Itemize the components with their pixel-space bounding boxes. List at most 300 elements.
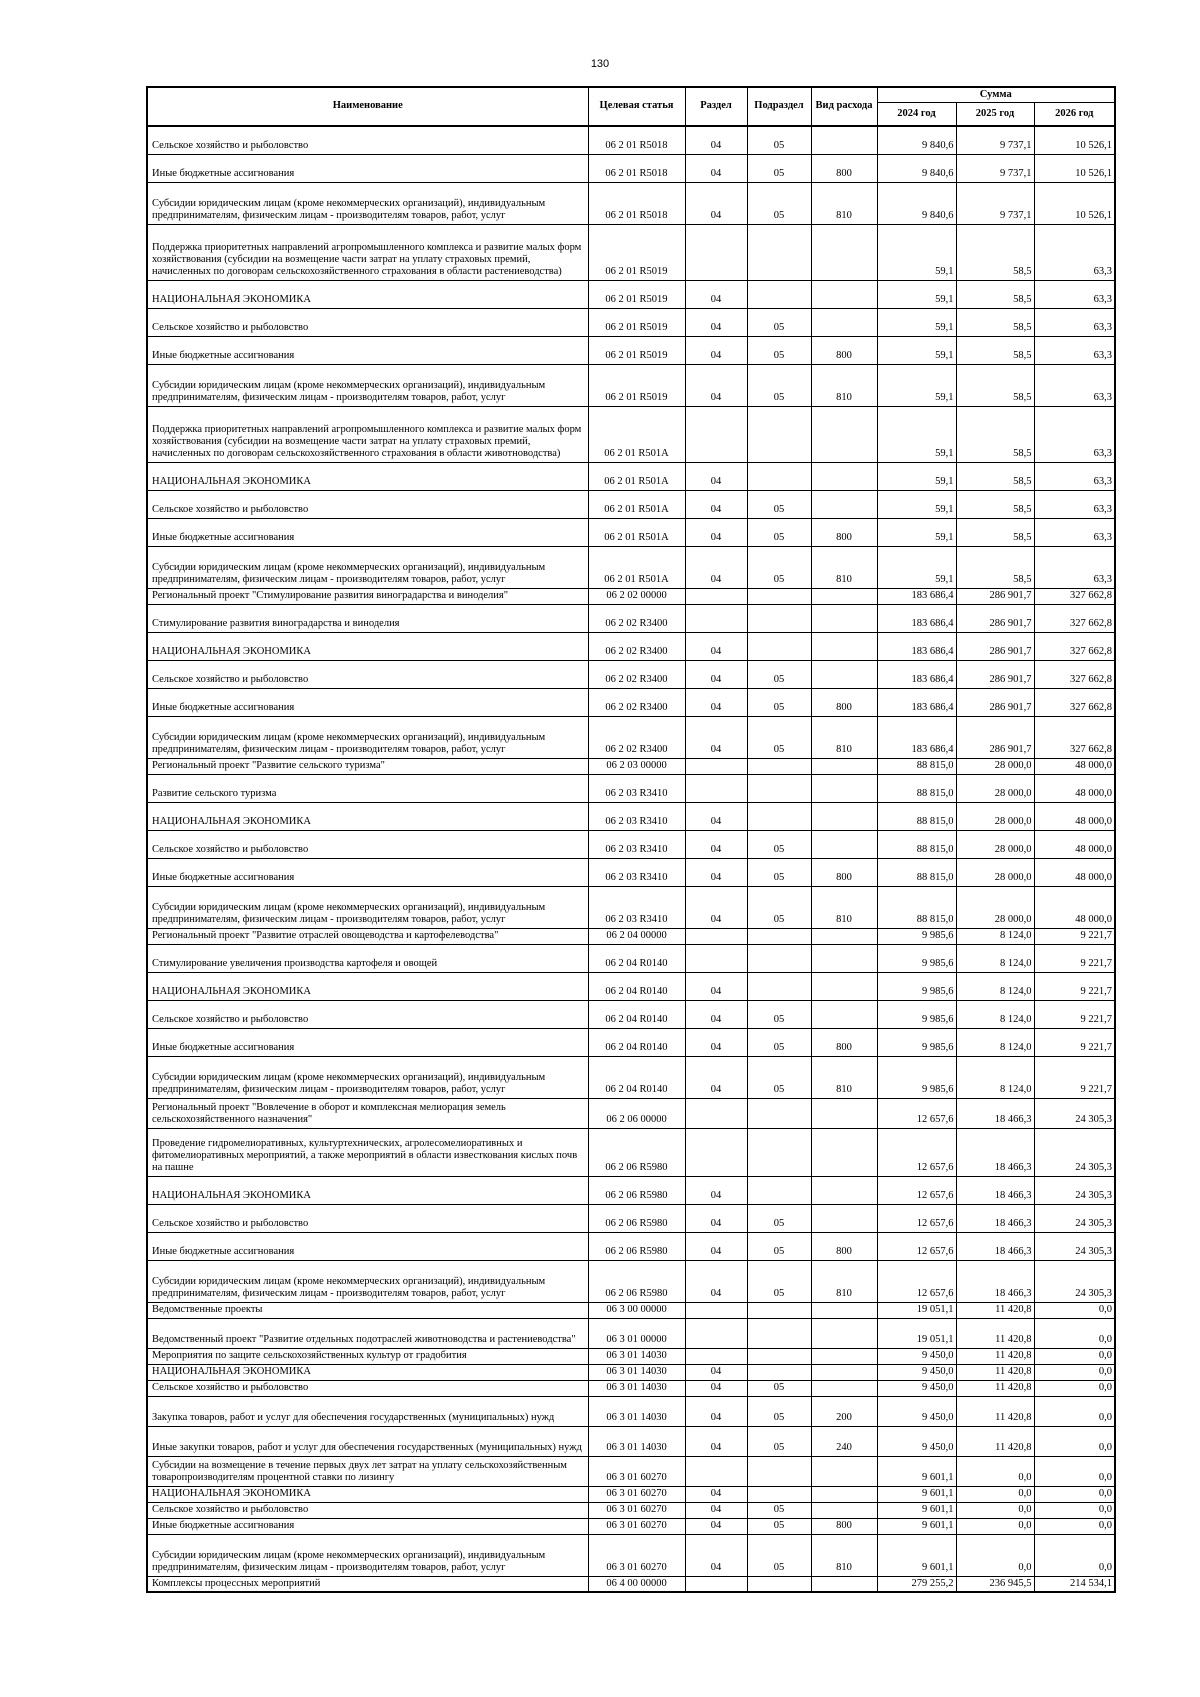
table-row [147,1056,1115,1098]
row-target: 06 2 02 00000 [588,588,685,604]
row-sum-2025: 28 000,0 [956,802,1034,830]
row-section: 04 [685,632,747,660]
row-name: Субсидии юридическим лицам (кроме некоммерческих организаций), индивидуальным предпринимателям, физическим лицам - производителям товаров, работ, услуг [147,546,588,588]
row-expense-type: 810 [811,1056,877,1098]
table-row [147,830,1115,858]
row-expense-type [811,830,877,858]
row-sum-2026: 63,3 [1034,336,1115,364]
row-section: 04 [685,858,747,886]
table-row [147,1364,1115,1380]
row-expense-type [811,1128,877,1176]
row-section: 04 [685,716,747,758]
table-row [147,280,1115,308]
row-name: Иные бюджетные ассигнования [147,518,588,546]
row-subsection [747,604,811,632]
row-expense-type [811,588,877,604]
row-sum-2026: 0,0 [1034,1318,1115,1348]
row-expense-type [811,1000,877,1028]
row-expense-type [811,758,877,774]
row-sum-2025: 58,5 [956,406,1034,462]
row-target: 06 3 01 14030 [588,1426,685,1456]
row-sum-2024: 9 450,0 [877,1364,956,1380]
row-target: 06 2 04 R0140 [588,1028,685,1056]
row-section: 04 [685,1502,747,1518]
table-row [147,1098,1115,1128]
row-subsection [747,758,811,774]
row-section: 04 [685,154,747,182]
row-subsection [747,632,811,660]
row-sum-2024: 59,1 [877,490,956,518]
row-sum-2026: 0,0 [1034,1302,1115,1318]
row-target: 06 3 00 00000 [588,1302,685,1318]
row-target: 06 2 01 R5018 [588,154,685,182]
col-header-subsection: Подраздел [747,87,811,126]
row-section: 04 [685,1232,747,1260]
row-expense-type: 240 [811,1426,877,1456]
row-target: 06 2 04 00000 [588,928,685,944]
row-section: 04 [685,462,747,490]
row-section [685,928,747,944]
row-target: 06 3 01 60270 [588,1502,685,1518]
row-sum-2024: 183 686,4 [877,716,956,758]
row-expense-type: 810 [811,1534,877,1576]
row-sum-2025: 18 466,3 [956,1176,1034,1204]
row-target: 06 3 01 60270 [588,1486,685,1502]
row-name: Сельское хозяйство и рыболовство [147,126,588,154]
row-target: 06 2 04 R0140 [588,1056,685,1098]
row-sum-2026: 63,3 [1034,546,1115,588]
row-name: Иные бюджетные ассигнования [147,1518,588,1534]
row-sum-2025: 28 000,0 [956,774,1034,802]
row-sum-2025: 11 420,8 [956,1380,1034,1396]
row-subsection: 05 [747,1260,811,1302]
row-sum-2024: 9 601,1 [877,1534,956,1576]
row-sum-2024: 59,1 [877,280,956,308]
row-sum-2025: 286 901,7 [956,716,1034,758]
col-header-target: Целевая статья [588,87,685,126]
table-row [147,182,1115,224]
row-sum-2024: 59,1 [877,406,956,462]
row-name: Иные бюджетные ассигнования [147,858,588,886]
row-target: 06 2 01 R5019 [588,336,685,364]
row-name: Сельское хозяйство и рыболовство [147,490,588,518]
row-sum-2024: 9 840,6 [877,154,956,182]
row-section: 04 [685,546,747,588]
row-sum-2025: 18 466,3 [956,1260,1034,1302]
row-name: Развитие сельского туризма [147,774,588,802]
row-sum-2025: 286 901,7 [956,588,1034,604]
row-name: Иные бюджетные ассигнования [147,688,588,716]
row-sum-2026: 327 662,8 [1034,604,1115,632]
row-name: НАЦИОНАЛЬНАЯ ЭКОНОМИКА [147,972,588,1000]
row-target: 06 2 04 R0140 [588,944,685,972]
table-row [147,886,1115,928]
row-sum-2025: 8 124,0 [956,1000,1034,1028]
row-subsection [747,944,811,972]
row-name: Региональный проект "Развитие сельского туризма" [147,758,588,774]
row-subsection: 05 [747,1426,811,1456]
row-sum-2025: 8 124,0 [956,1028,1034,1056]
row-expense-type: 800 [811,336,877,364]
row-sum-2026: 63,3 [1034,308,1115,336]
row-target: 06 2 04 R0140 [588,972,685,1000]
row-name: Иные бюджетные ассигнования [147,154,588,182]
row-section [685,406,747,462]
row-expense-type [811,406,877,462]
row-expense-type: 810 [811,886,877,928]
table-row [147,518,1115,546]
row-section [685,1576,747,1592]
table-row [147,1128,1115,1176]
row-sum-2024: 88 815,0 [877,774,956,802]
row-expense-type: 810 [811,546,877,588]
row-sum-2026: 63,3 [1034,490,1115,518]
row-subsection: 05 [747,660,811,688]
row-sum-2026: 10 526,1 [1034,182,1115,224]
row-sum-2025: 0,0 [956,1456,1034,1486]
row-sum-2024: 19 051,1 [877,1302,956,1318]
table-row [147,406,1115,462]
row-section: 04 [685,280,747,308]
table-row [147,604,1115,632]
row-sum-2025: 8 124,0 [956,944,1034,972]
row-sum-2024: 88 815,0 [877,886,956,928]
row-sum-2026: 0,0 [1034,1518,1115,1534]
row-section: 04 [685,660,747,688]
row-sum-2026: 10 526,1 [1034,154,1115,182]
table-row [147,546,1115,588]
row-target: 06 2 06 R5980 [588,1176,685,1204]
row-sum-2025: 286 901,7 [956,688,1034,716]
row-target: 06 2 06 R5980 [588,1232,685,1260]
table-row [147,1396,1115,1426]
col-header-name: Наименование [147,87,588,126]
row-sum-2024: 9 985,6 [877,1028,956,1056]
row-section [685,1098,747,1128]
row-name: Сельское хозяйство и рыболовство [147,1204,588,1232]
row-subsection [747,588,811,604]
row-expense-type: 810 [811,364,877,406]
row-sum-2025: 11 420,8 [956,1396,1034,1426]
row-name: Ведомственные проекты [147,1302,588,1318]
row-sum-2026: 63,3 [1034,364,1115,406]
row-expense-type [811,1486,877,1502]
row-name: Иные закупки товаров, работ и услуг для обеспечения государственных (муниципальных) нужд [147,1426,588,1456]
table-row [147,126,1115,154]
row-expense-type: 800 [811,1518,877,1534]
table-row [147,688,1115,716]
row-target: 06 3 01 14030 [588,1380,685,1396]
row-subsection [747,1318,811,1348]
table-row [147,758,1115,774]
row-subsection: 05 [747,308,811,336]
row-subsection: 05 [747,1396,811,1426]
row-sum-2025: 286 901,7 [956,660,1034,688]
table-row [147,1534,1115,1576]
row-sum-2025: 58,5 [956,336,1034,364]
row-expense-type [811,1302,877,1318]
row-target: 06 2 02 R3400 [588,688,685,716]
row-name: Сельское хозяйство и рыболовство [147,1502,588,1518]
table-row [147,154,1115,182]
row-sum-2026: 0,0 [1034,1380,1115,1396]
row-expense-type [811,1576,877,1592]
row-subsection [747,224,811,280]
row-sum-2025: 58,5 [956,518,1034,546]
row-expense-type: 810 [811,182,877,224]
row-subsection: 05 [747,1204,811,1232]
row-target: 06 2 06 R5980 [588,1204,685,1232]
row-name: Сельское хозяйство и рыболовство [147,830,588,858]
row-sum-2025: 28 000,0 [956,858,1034,886]
row-section: 04 [685,1486,747,1502]
row-sum-2025: 58,5 [956,280,1034,308]
row-target: 06 2 02 R3400 [588,632,685,660]
row-sum-2026: 10 526,1 [1034,126,1115,154]
row-sum-2024: 9 601,1 [877,1518,956,1534]
row-target: 06 2 06 00000 [588,1098,685,1128]
row-sum-2024: 12 657,6 [877,1260,956,1302]
table-row [147,802,1115,830]
row-name: НАЦИОНАЛЬНАЯ ЭКОНОМИКА [147,1364,588,1380]
table-row [147,1456,1115,1486]
row-sum-2026: 63,3 [1034,406,1115,462]
row-sum-2024: 12 657,6 [877,1204,956,1232]
row-sum-2026: 24 305,3 [1034,1260,1115,1302]
row-target: 06 2 01 R501A [588,462,685,490]
row-section: 04 [685,1000,747,1028]
row-section: 04 [685,1204,747,1232]
row-sum-2026: 9 221,7 [1034,1056,1115,1098]
row-sum-2025: 18 466,3 [956,1204,1034,1232]
row-section: 04 [685,802,747,830]
row-section: 04 [685,688,747,716]
row-expense-type: 810 [811,716,877,758]
row-sum-2024: 183 686,4 [877,660,956,688]
row-sum-2026: 24 305,3 [1034,1098,1115,1128]
row-sum-2025: 18 466,3 [956,1128,1034,1176]
row-expense-type: 200 [811,1396,877,1426]
row-sum-2025: 18 466,3 [956,1098,1034,1128]
row-sum-2025: 9 737,1 [956,126,1034,154]
row-sum-2026: 48 000,0 [1034,886,1115,928]
row-expense-type: 800 [811,1232,877,1260]
row-sum-2026: 0,0 [1034,1486,1115,1502]
row-name: Иные бюджетные ассигнования [147,1232,588,1260]
row-target: 06 2 02 R3400 [588,604,685,632]
table-row [147,716,1115,758]
row-expense-type [811,280,877,308]
row-sum-2025: 28 000,0 [956,830,1034,858]
row-sum-2026: 9 221,7 [1034,1000,1115,1028]
row-section: 04 [685,886,747,928]
row-sum-2024: 88 815,0 [877,830,956,858]
row-sum-2024: 88 815,0 [877,758,956,774]
row-sum-2025: 8 124,0 [956,928,1034,944]
table-row [147,1000,1115,1028]
row-name: Субсидии юридическим лицам (кроме некоммерческих организаций), индивидуальным предпринимателям, физическим лицам - производителям товаров, работ, услуг [147,1534,588,1576]
row-sum-2025: 0,0 [956,1486,1034,1502]
row-sum-2025: 58,5 [956,490,1034,518]
table-row [147,336,1115,364]
row-expense-type [811,972,877,1000]
row-sum-2026: 24 305,3 [1034,1204,1115,1232]
row-sum-2026: 48 000,0 [1034,830,1115,858]
row-sum-2024: 59,1 [877,546,956,588]
row-subsection: 05 [747,336,811,364]
row-expense-type [811,928,877,944]
row-sum-2024: 9 450,0 [877,1348,956,1364]
row-sum-2026: 0,0 [1034,1502,1115,1518]
row-sum-2024: 59,1 [877,518,956,546]
row-sum-2024: 12 657,6 [877,1176,956,1204]
row-expense-type [811,660,877,688]
row-name: Закупка товаров, работ и услуг для обеспечения государственных (муниципальных) нужд [147,1396,588,1426]
row-sum-2024: 9 840,6 [877,182,956,224]
row-name: Региональный проект "Вовлечение в оборот и комплексная мелиорация земель сельскохозяйственного назначения" [147,1098,588,1128]
col-header-sum: Сумма [877,87,1115,103]
row-sum-2024: 9 985,6 [877,928,956,944]
row-section: 04 [685,1534,747,1576]
row-subsection [747,1348,811,1364]
row-target: 06 2 01 R5019 [588,224,685,280]
table-row [147,1028,1115,1056]
row-target: 06 2 03 R3410 [588,858,685,886]
row-subsection: 05 [747,1534,811,1576]
row-subsection: 05 [747,364,811,406]
row-name: НАЦИОНАЛЬНАЯ ЭКОНОМИКА [147,1176,588,1204]
row-sum-2025: 8 124,0 [956,972,1034,1000]
row-sum-2026: 63,3 [1034,462,1115,490]
row-subsection [747,280,811,308]
row-name: Мероприятия по защите сельскохозяйственных культур от градобития [147,1348,588,1364]
row-subsection: 05 [747,182,811,224]
row-name: Субсидии юридическим лицам (кроме некоммерческих организаций), индивидуальным предпринимателям, физическим лицам - производителям товаров, работ, услуг [147,364,588,406]
row-subsection [747,1098,811,1128]
row-sum-2024: 12 657,6 [877,1098,956,1128]
row-expense-type [811,1364,877,1380]
row-sum-2026: 9 221,7 [1034,1028,1115,1056]
row-section [685,774,747,802]
table-row [147,1260,1115,1302]
row-section: 04 [685,364,747,406]
table-row [147,774,1115,802]
table-row [147,660,1115,688]
row-target: 06 2 02 R3400 [588,660,685,688]
row-name: Сельское хозяйство и рыболовство [147,660,588,688]
table-row [147,632,1115,660]
row-target: 06 3 01 14030 [588,1348,685,1364]
row-target: 06 2 04 R0140 [588,1000,685,1028]
row-sum-2025: 9 737,1 [956,154,1034,182]
row-expense-type: 800 [811,154,877,182]
table-row [147,1380,1115,1396]
row-subsection [747,802,811,830]
row-subsection [747,462,811,490]
row-section [685,1348,747,1364]
row-name: Сельское хозяйство и рыболовство [147,1380,588,1396]
row-sum-2024: 9 985,6 [877,944,956,972]
row-sum-2025: 286 901,7 [956,632,1034,660]
row-sum-2026: 9 221,7 [1034,928,1115,944]
row-subsection [747,774,811,802]
row-sum-2026: 327 662,8 [1034,660,1115,688]
row-subsection: 05 [747,1232,811,1260]
row-target: 06 2 03 R3410 [588,886,685,928]
row-expense-type: 800 [811,1028,877,1056]
row-expense-type [811,1380,877,1396]
row-sum-2026: 0,0 [1034,1534,1115,1576]
row-subsection: 05 [747,886,811,928]
row-section [685,224,747,280]
row-subsection: 05 [747,1502,811,1518]
row-section [685,588,747,604]
row-sum-2025: 11 420,8 [956,1348,1034,1364]
table-row [147,588,1115,604]
row-section: 04 [685,830,747,858]
row-expense-type [811,1098,877,1128]
row-sum-2026: 9 221,7 [1034,944,1115,972]
row-sum-2024: 279 255,2 [877,1576,956,1592]
row-sum-2026: 48 000,0 [1034,802,1115,830]
row-name: Сельское хозяйство и рыболовство [147,308,588,336]
row-name: НАЦИОНАЛЬНАЯ ЭКОНОМИКА [147,1486,588,1502]
row-sum-2024: 9 985,6 [877,1000,956,1028]
row-target: 06 2 03 R3410 [588,802,685,830]
table-row [147,1518,1115,1534]
row-expense-type [811,1176,877,1204]
row-sum-2026: 48 000,0 [1034,758,1115,774]
col-header-2026: 2026 год [1034,103,1115,127]
row-target: 06 3 01 60270 [588,1518,685,1534]
row-expense-type: 800 [811,518,877,546]
table-row [147,1232,1115,1260]
table-row [147,224,1115,280]
row-target: 06 2 01 R5019 [588,280,685,308]
row-sum-2026: 0,0 [1034,1396,1115,1426]
row-sum-2025: 28 000,0 [956,886,1034,928]
row-target: 06 2 02 R3400 [588,716,685,758]
row-sum-2026: 63,3 [1034,224,1115,280]
col-header-2025: 2025 год [956,103,1034,127]
row-subsection: 05 [747,1056,811,1098]
row-sum-2024: 9 985,6 [877,1056,956,1098]
row-target: 06 3 01 60270 [588,1534,685,1576]
table-row [147,944,1115,972]
table-body [147,126,1115,1592]
row-section: 04 [685,1396,747,1426]
table-row [147,928,1115,944]
row-sum-2024: 59,1 [877,364,956,406]
row-section: 04 [685,972,747,1000]
row-sum-2026: 24 305,3 [1034,1176,1115,1204]
row-sum-2025: 58,5 [956,462,1034,490]
row-sum-2025: 58,5 [956,364,1034,406]
row-sum-2025: 286 901,7 [956,604,1034,632]
row-subsection: 05 [747,858,811,886]
row-sum-2024: 59,1 [877,336,956,364]
row-expense-type [811,1318,877,1348]
row-sum-2025: 58,5 [956,224,1034,280]
row-name: Субсидии юридическим лицам (кроме некоммерческих организаций), индивидуальным предпринимателям, физическим лицам - производителям товаров, работ, услуг [147,1260,588,1302]
row-section: 04 [685,518,747,546]
table-row [147,1176,1115,1204]
row-subsection: 05 [747,518,811,546]
row-expense-type [811,774,877,802]
row-sum-2024: 88 815,0 [877,858,956,886]
row-subsection: 05 [747,830,811,858]
row-subsection: 05 [747,716,811,758]
